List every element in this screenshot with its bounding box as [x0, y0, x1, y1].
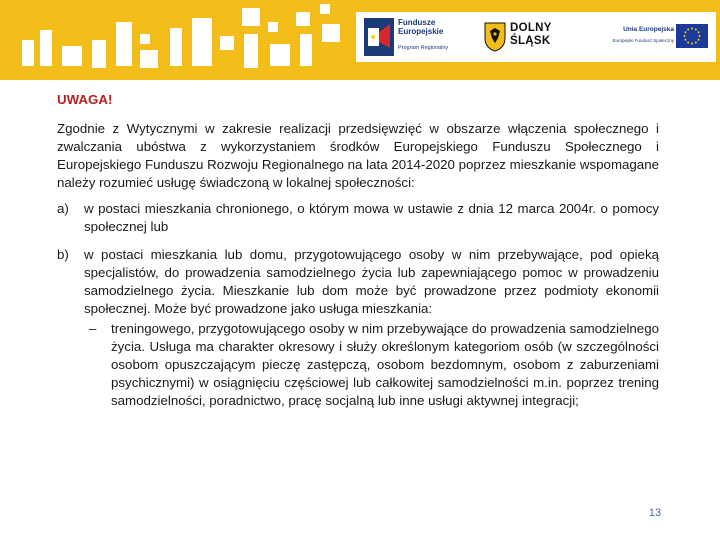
list-item-text: w postaci mieszkania chronionego, o którym mowa w ustawie z dnia 12 marca 2004r. o pomocy społecznej lub: [84, 201, 659, 234]
eu-logo-line1: Unia Europejska: [623, 26, 674, 33]
decor-square: [40, 30, 52, 66]
region-coat-of-arms-icon: [484, 22, 506, 52]
list-marker: b): [57, 247, 69, 262]
decor-square: [170, 28, 182, 66]
sub-list-item: [84, 320, 659, 410]
intro-paragraph: Zgodnie z Wytycznymi w zakresie realizacji przedsięwzięć w obszarze włączenia społecznego i zwalczania ubóstwa z wykorzystaniem środków Europejskiego Funduszu Społecznego i Europejskiego Funduszu Rozwoju Regionalnego na lata 2014-2020 poprzez mieszkanie wspomagane należy rozumieć usługę świadczoną w lokalnej społeczności:: [57, 121, 659, 190]
sub-list-item-text: treningowego, przygotowującego osoby w nim przebywające do prowadzenia samodzielnego życia. Usługa ma charakter okresowy i służy określonym kategoriom osób (w szczególności osobom opuszczającym pieczę zastępczą, osobom bezdomnym, osobom z zaburzeniami psychicznymi) w osiągnięciu częściowej lub całkowitej samodzielności m.in. poprzez trening samodzielności, poradnictwo, pracę socjalną lub inne usługi aktywnej integracji;: [111, 321, 659, 408]
decor-square: [242, 8, 260, 26]
funds-logo-line2: Europejskie: [398, 27, 444, 36]
decor-square: [140, 50, 158, 68]
list-item-a: [57, 200, 659, 236]
slide-content: [57, 91, 659, 420]
decor-square: [244, 34, 258, 68]
decor-square: [270, 44, 290, 66]
decor-square: [268, 22, 278, 32]
eu-logo-sub: Europejski Fundusz Społeczny: [612, 38, 674, 43]
decor-square: [140, 34, 150, 44]
funds-logo-line1: Fundusze: [398, 18, 436, 27]
eu-flag-icon: [676, 24, 708, 48]
page-number: 13: [648, 507, 662, 519]
sub-list-marker: –: [89, 321, 97, 336]
list-item-text: w postaci mieszkania lub domu, przygotowującego osoby w nim przebywające, pod opieką specjalistów, do prowadzenia samodzielnego życia lub zapewniającego pomoc w prowadzeniu samodzielnego życia. Mieszkanie lub dom może być prowadzone przez podmioty ekonomii społecznej. Może być prowadzone jako usługa mieszkania:: [84, 247, 659, 316]
warning-heading: UWAGA!: [57, 92, 113, 107]
eu-logo: [592, 22, 710, 56]
decor-square: [296, 12, 310, 26]
decor-square: [220, 36, 234, 50]
decor-square: [300, 34, 312, 66]
decor-square: [320, 4, 330, 14]
list-item-b: [57, 246, 659, 410]
region-logo: [484, 20, 574, 58]
decor-square: [192, 18, 212, 66]
funds-logo: [364, 16, 464, 58]
header-banner: [0, 0, 720, 80]
funds-flag-icon: [364, 18, 394, 56]
decor-square: [22, 40, 34, 66]
decor-square: [92, 40, 106, 68]
logo-bar: [356, 12, 716, 62]
decor-square: [116, 22, 132, 66]
list-marker: a): [57, 201, 69, 216]
funds-logo-sub: Program Regionalny: [398, 45, 449, 51]
region-logo-line2: ŚLĄSK: [510, 35, 551, 47]
decor-square: [322, 24, 340, 42]
region-logo-line1: DOLNY: [510, 22, 552, 34]
decor-square: [62, 46, 82, 66]
